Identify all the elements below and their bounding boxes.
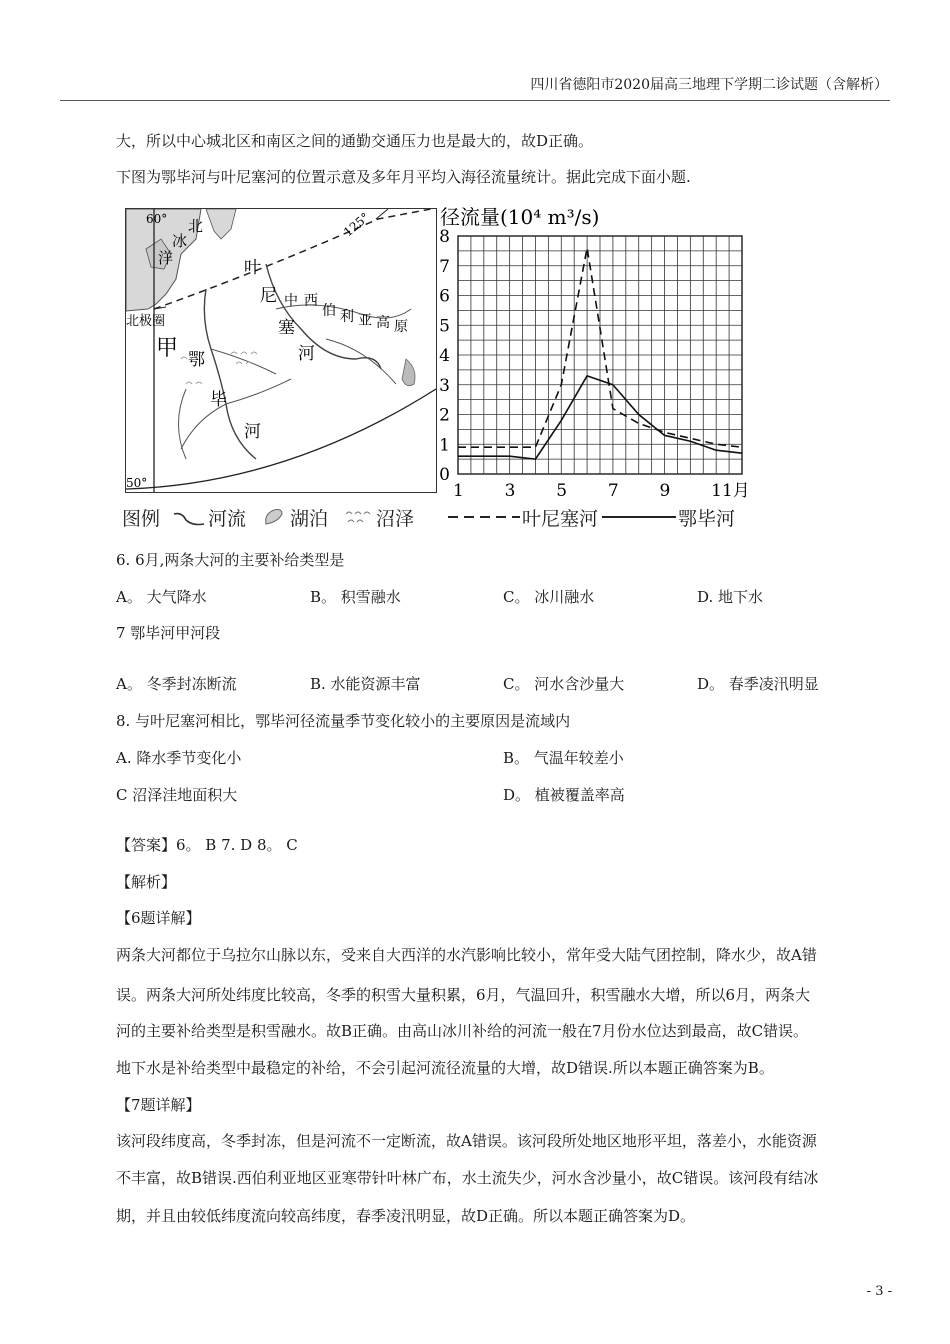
label-siberia-2: 伯 <box>322 303 336 319</box>
label-yenisei-1: 尼 <box>260 286 277 306</box>
chart-xtick-label: 9 <box>659 481 671 500</box>
label-arctic-circle: 北极圈 <box>126 314 166 329</box>
detail6-title: 【6题详解】 <box>116 909 201 927</box>
river-legend-icon <box>172 508 206 528</box>
chart-ytick-label: 0 <box>439 465 450 485</box>
map-svg <box>126 209 436 492</box>
page-number: - 3 - <box>866 1284 892 1299</box>
chart-ylabel: 径流量(10⁴ m³/s) <box>440 205 600 229</box>
q6-option-b: B。 积雪融水 <box>310 588 401 606</box>
q8-option-d: D。 植被覆盖率高 <box>503 786 625 804</box>
chart-ytick-label: 4 <box>439 346 450 366</box>
label-siberia-0: 中 <box>284 293 298 309</box>
label-siberia-3: 利 <box>340 309 354 325</box>
detail7-line-1: 该河段纬度高，冬季封冻，但是河流不一定断流，故A错误。该河段所处地区地形平坦，落差小，水能资源 <box>116 1132 817 1150</box>
ob-legend-line <box>602 514 676 520</box>
chart-grid <box>458 236 742 474</box>
chart-ytick-label: 6 <box>439 286 450 307</box>
legend-yenisei: 叶尼塞河 <box>522 508 599 530</box>
label-ob-1: 毕 <box>210 390 227 410</box>
runoff-chart <box>436 200 756 500</box>
label-siberia-4: 亚 <box>358 313 372 329</box>
detail6-line-4: 地下水是补给类型中最稳定的补给，不会引起河流径流量的大增，故D错误.所以本题正确答案为B。 <box>116 1059 774 1077</box>
label-yenisei-0: 叶 <box>244 258 261 278</box>
detail6-line-1: 两条大河都位于乌拉尔山脉以东，受来自大西洋的水汽影响比较小，常年受大陆气团控制，降水少，故A错 <box>116 946 817 964</box>
chart-xtick-label: 1 <box>453 481 464 500</box>
q7-option-a: A。 冬季封冻断流 <box>116 675 237 693</box>
ob-tributary-1 <box>181 404 226 449</box>
island-shape <box>206 209 236 239</box>
label-yenisei-3: 河 <box>298 344 315 364</box>
tributary-2 <box>326 339 396 384</box>
chart-ytick-label: 7 <box>439 256 450 277</box>
detail6-line-3: 河的主要补给类型是积雪融水。故B正确。由高山冰川补给的河流一般在7月份水位达到最高，故C错误。 <box>116 1022 809 1040</box>
chart-ytick-label: 5 <box>439 316 450 337</box>
chart-ytick-label: 2 <box>439 405 450 426</box>
lake-shape <box>402 359 415 386</box>
detail7-title: 【7题详解】 <box>116 1096 201 1114</box>
label-ob-0: 鄂 <box>188 350 205 370</box>
label-ocean-1: 冰 <box>172 232 188 250</box>
legend-river: 河流 <box>208 508 247 530</box>
q6-option-d: D. 地下水 <box>697 588 764 606</box>
q7-option-c: C。 河水含沙量大 <box>503 675 625 693</box>
intro-line-1: 大，所以中心城北区和南区之间的通勤交通压力也是最大的，故D正确。 <box>116 132 594 150</box>
detail7-line-3: 期，并且由较低纬度流向较高纬度，春季凌汛明显，故D正确。所以本题正确答案为D。 <box>116 1207 696 1225</box>
chart-xtick-label: 7 <box>607 481 619 500</box>
legend-lake: 湖泊 <box>290 508 329 530</box>
legend-swamp: 沼泽 <box>376 508 415 530</box>
label-lon-125: 125° <box>340 209 373 240</box>
label-ocean-2: 洋 <box>158 249 174 267</box>
q8-option-c: C 沼泽洼地面积大 <box>116 786 238 804</box>
legend-ob: 鄂毕河 <box>678 508 736 530</box>
lake-legend-icon <box>262 506 286 528</box>
q6-option-c: C。 冰川融水 <box>503 588 595 606</box>
chart-xticks <box>453 481 750 500</box>
legend-title: 图例 <box>122 508 161 530</box>
chart-xtick-label: 5 <box>556 481 568 500</box>
chart-ytick-label: 3 <box>439 375 450 396</box>
label-siberia-1: 西 <box>304 293 318 309</box>
label-ob-2: 河 <box>244 422 261 442</box>
ob-tributary-3 <box>211 349 276 374</box>
header-rule <box>60 100 890 101</box>
ob-tributary-4 <box>179 389 187 459</box>
chart-xtick-label: 11月 <box>711 481 750 500</box>
q8-option-a: A. 降水季节变化小 <box>116 749 242 767</box>
swamp-legend-icon <box>344 506 374 528</box>
chart-yticks <box>439 227 450 485</box>
south-boundary-arc <box>126 389 436 489</box>
q6-option-a: A。 大气降水 <box>116 588 207 606</box>
label-yenisei-2: 塞 <box>278 318 295 338</box>
label-siberia-6: 原 <box>394 319 408 335</box>
q7-stem: 7 鄂毕河甲河段 <box>116 624 221 642</box>
label-ocean-0: 北 <box>188 217 204 235</box>
analysis-title: 【解析】 <box>116 873 177 891</box>
detail7-line-2: 不丰富，故B错误.西伯利亚地区亚寒带针叶林广布，水土流失少，河水含沙量小，故C错误。该河段有结冰 <box>116 1169 819 1187</box>
q7-option-b: B. 水能资源丰富 <box>310 675 421 693</box>
label-siberia-5: 高 <box>376 315 390 331</box>
q7-option-d: D。 春季凌汛明显 <box>697 675 819 693</box>
q8-option-b: B。 气温年较差小 <box>503 749 624 767</box>
yenisei-legend-line <box>448 514 520 520</box>
q6-stem: 6. 6月,两条大河的主要补给类型是 <box>116 551 345 569</box>
label-jia: 甲 <box>156 336 179 361</box>
detail6-line-2: 误。两条大河所处纬度比较高，冬季的积雪大量积累，6月，气温回升，积雪融水大增，所以6月，两条大 <box>116 986 811 1004</box>
intro-line-2: 下图为鄂毕河与叶尼塞河的位置示意及多年月平均入海径流量统计。据此完成下面小题. <box>116 168 691 186</box>
chart-ytick-label: 1 <box>439 435 450 456</box>
chart-ytick-label: 8 <box>439 227 450 247</box>
location-map <box>125 208 437 493</box>
ob-tributary-2 <box>226 379 291 404</box>
answer-line: 【答案】6。 B 7. D 8。 C <box>116 836 298 854</box>
chart-xtick-label: 3 <box>504 481 516 500</box>
label-lat-50: 50° <box>126 476 148 490</box>
q8-stem: 8. 与叶尼塞河相比，鄂毕河径流量季节变化较小的主要原因是流域内 <box>116 712 571 730</box>
page-header: 四川省德阳市2020届高三地理下学期二诊试题（含解析） <box>530 77 888 93</box>
label-lat-60: 60° <box>146 212 168 226</box>
